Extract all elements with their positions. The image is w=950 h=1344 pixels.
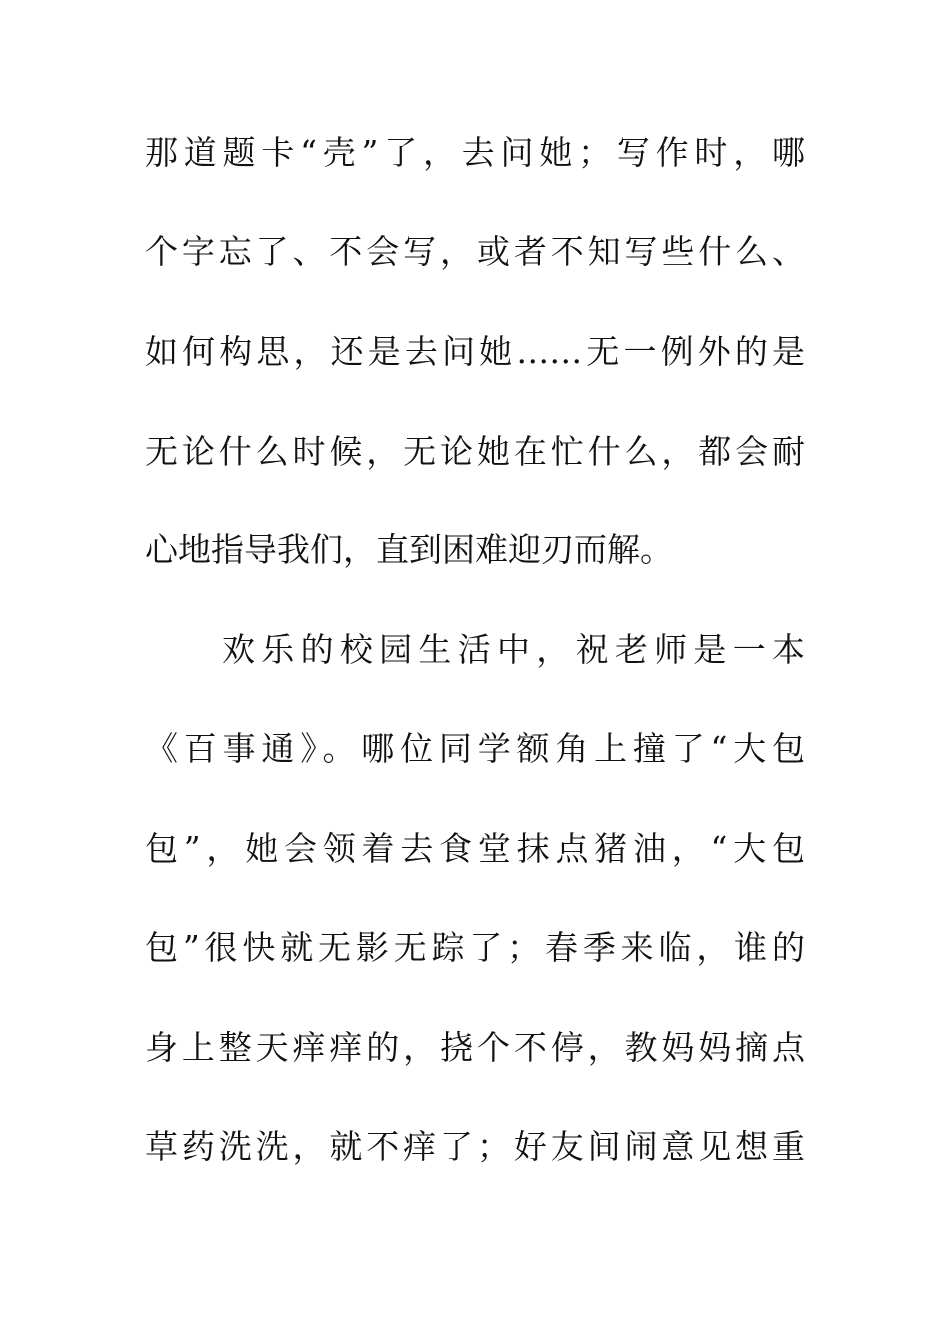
paragraph-start-line: 欢乐的校园生活中，祝老师是一本 — [222, 630, 805, 669]
text-line: 如何构思，还是去问她……无一例外的是 — [145, 332, 805, 371]
paragraph-end-line: 心地指导我们，直到困难迎刃而解。 — [145, 530, 673, 569]
text-line: 身上整天痒痒的，挠个不停，教妈妈摘点 — [145, 1028, 805, 1067]
text-line: 包”，她会领着去食堂抹点猪油，“大包 — [145, 829, 805, 868]
text-line: 个字忘了、不会写，或者不知写些什么、 — [145, 232, 805, 271]
text-line: 那道题卡“壳”了，去问她；写作时，哪 — [145, 133, 805, 172]
text-line: 草药洗洗，就不痒了；好友间闹意见想重 — [145, 1127, 805, 1166]
text-line: 包”很快就无影无踪了；春季来临，谁的 — [145, 928, 805, 967]
text-line: 无论什么时候，无论她在忙什么，都会耐 — [145, 432, 805, 471]
text-line: 《百事通》。哪位同学额角上撞了“大包 — [145, 729, 805, 768]
